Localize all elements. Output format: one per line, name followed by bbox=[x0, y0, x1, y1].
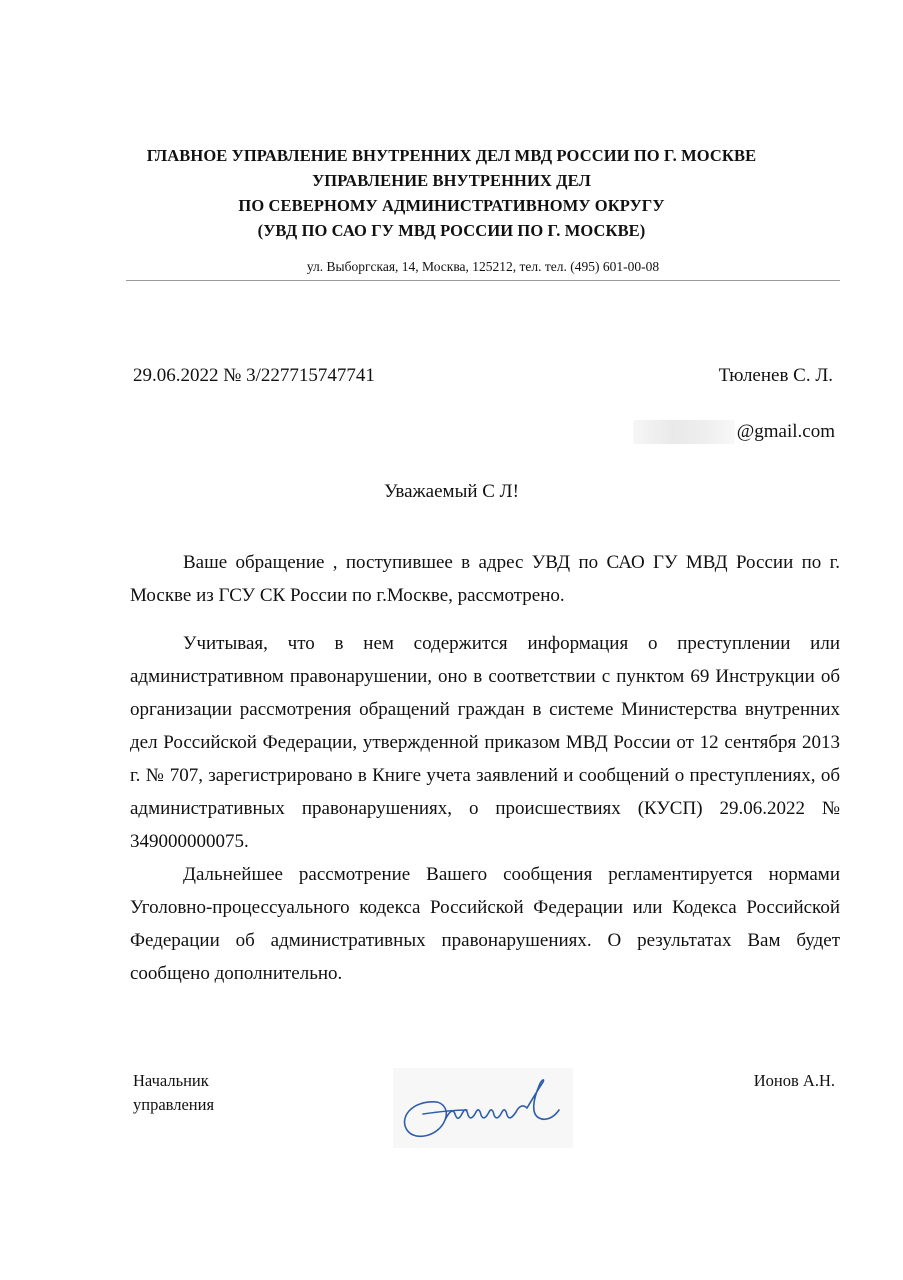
letter-body bbox=[130, 546, 840, 990]
letterhead-line-2: УПРАВЛЕНИЕ ВНУТРЕННИХ ДЕЛ bbox=[312, 171, 591, 190]
redacted-email-user bbox=[633, 420, 735, 444]
paragraph-1: Ваше обращение , поступившее в адрес УВД по САО ГУ МВД России по г. Москве из ГСУ СК России по г.Москве, рассмотрено. bbox=[130, 552, 840, 606]
signer-name: Ионов А.Н. bbox=[753, 1071, 835, 1090]
header-divider bbox=[126, 280, 840, 281]
letterhead-line-3: ПО СЕВЕРНОМУ АДМИНИСТРАТИВНОМУ ОКРУГУ bbox=[238, 196, 665, 215]
recipient-email bbox=[633, 420, 835, 444]
greeting: Уважаемый С Л! bbox=[384, 481, 519, 502]
signature-icon bbox=[393, 1068, 573, 1148]
handwritten-signature bbox=[393, 1068, 573, 1148]
signer-position-line-1: Начальник bbox=[133, 1071, 209, 1090]
letterhead-line-1: ГЛАВНОЕ УПРАВЛЕНИЕ ВНУТРЕННИХ ДЕЛ МВД РОССИИ ПО Г. МОСКВЕ bbox=[146, 146, 757, 165]
letterhead-address: ул. Выборгская, 14, Москва, 125212, тел. тел. (495) 601-00-08 bbox=[306, 259, 660, 274]
signer-position bbox=[133, 1069, 214, 1117]
paragraph-3: Дальнейшее рассмотрение Вашего сообщения регламентируется нормами Уголовно-процессуального кодекса Российской Федерации или Кодекса Российской Федерации об административных правонарушениях. О результатах Вам будет сообщено дополнительно. bbox=[130, 864, 840, 984]
recipient-name: Тюленев С. Л. bbox=[718, 365, 833, 386]
letterhead-line-4: (УВД ПО САО ГУ МВД РОССИИ ПО Г. МОСКВЕ) bbox=[257, 221, 646, 240]
signer-position-line-2: управления bbox=[133, 1095, 215, 1114]
letterhead bbox=[0, 143, 903, 243]
registration-number: 29.06.2022 № 3/227715747741 bbox=[133, 365, 375, 386]
recipient-email-domain: @gmail.com bbox=[736, 421, 835, 442]
paragraph-2: Учитывая, что в нем содержится информация о преступлении или административном правонарушении, оно в соответствии с пунктом 69 Инструкции об организации рассмотрения обращений граждан в системе Министерства внутренних дел Российской Федерации, утвержденной приказом МВД России от 12 сентября 2013 г. № 707, зарегистрировано в Книге учета заявлений и сообщений о преступлениях, об административных правонарушениях, о происшествиях (КУСП) 29.06.2022 № 349000000075. bbox=[130, 633, 840, 852]
